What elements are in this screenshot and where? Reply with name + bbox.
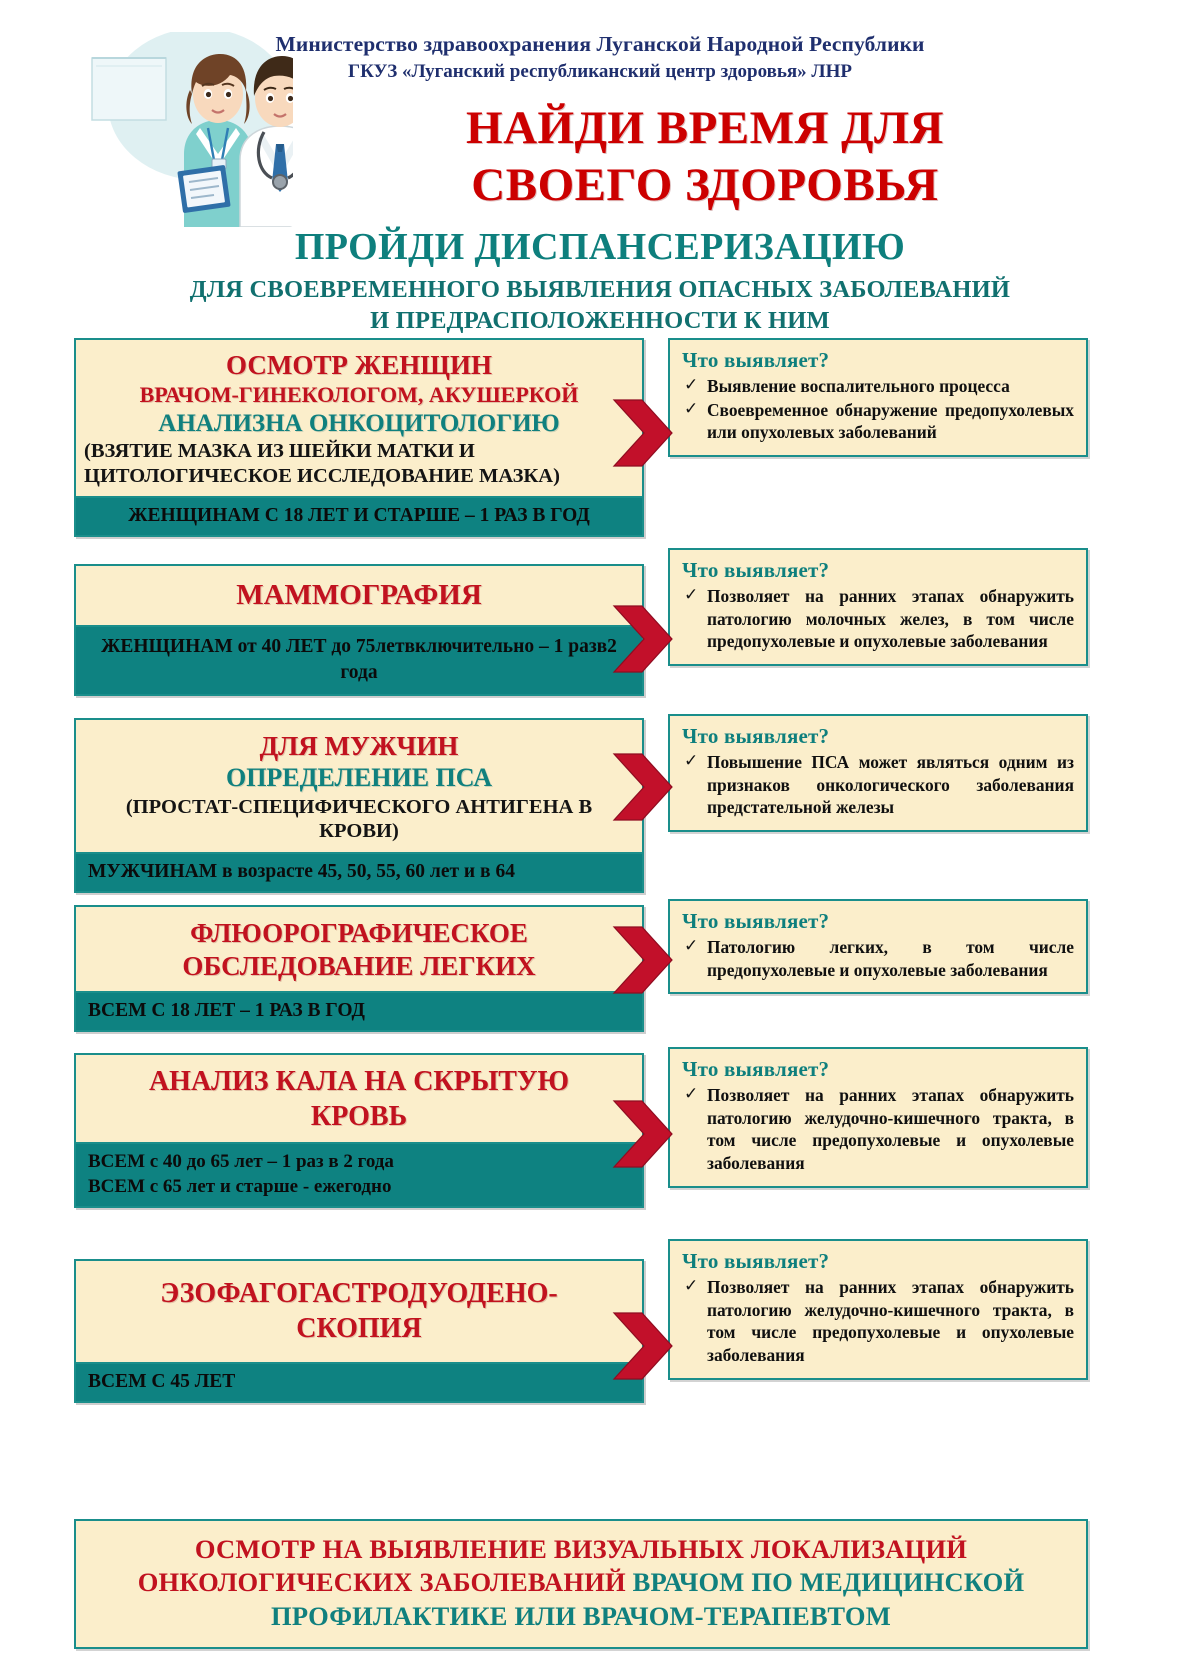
- section-title-mammography: [76, 566, 642, 625]
- poster-header: [0, 0, 1200, 335]
- title-line-red-1: ФЛЮОРОГРАФИЧЕСКОЕ: [190, 918, 528, 948]
- info-card-psa: [668, 714, 1088, 832]
- chevron-right-arrow-icon: [612, 923, 674, 997]
- bullet-text: Позволяет на ранних этапах обнаружить патологию желудочно-кишечного тракта, в том числе предопухолевые и опухолевые заболевания: [707, 1085, 1074, 1173]
- section-card-fluorography: [74, 905, 644, 1032]
- ministry-line-2: ГКУЗ «Луганский республиканский центр здоровья» ЛНР: [348, 61, 852, 83]
- list-item: [682, 1276, 1074, 1367]
- subtitle-description: [0, 274, 1200, 337]
- ministry-line-1: Министерство здравоохранения Луганской Народной Республики: [275, 32, 925, 56]
- section-card-egds: [74, 1259, 644, 1403]
- bullet-text: Выявление воспалительного процесса: [707, 376, 1010, 396]
- main-title-line-1: НАЙДИ ВРЕМЯ ДЛЯ: [466, 102, 944, 154]
- main-title-line-2: СВОЕГО ЗДОРОВЬЯ: [471, 159, 939, 212]
- section-row-mammography: [0, 542, 1200, 712]
- page-title: [250, 100, 1160, 215]
- title-line-red-1: ДЛЯ МУЖЧИН: [259, 731, 459, 761]
- check-icon: ✓: [684, 375, 699, 394]
- bullet-text: Патологию легких, в том числе предопухолевые и опухолевые заболевания: [707, 937, 1074, 980]
- list-item: [682, 936, 1074, 981]
- section-row-gynecology: [0, 334, 1200, 542]
- list-item: [682, 1084, 1074, 1175]
- section-band-mammography: ЖЕНЩИНАМ от 40 ЛЕТ до 75летвключительно – 1 разв2 года: [76, 625, 642, 695]
- section-title-fluorography: [76, 907, 642, 991]
- info-card-heading: Что выявляет?: [682, 724, 830, 748]
- section-title-psa: [76, 720, 642, 852]
- title-line-teal: ОПРЕДЕЛЕНИЕ ПСА: [225, 763, 493, 793]
- section-card-gynecology: [74, 338, 644, 537]
- check-icon: ✓: [684, 936, 699, 955]
- info-card-fluorography: [668, 899, 1088, 994]
- bullet-text: Позволяет на ранних этапах обнаружить патологию молочных желез, в том числе предопухолевые и опухолевые заболевания: [707, 586, 1074, 652]
- title-line-red-2: ВРАЧОМ-ГИНЕКОЛОГОМ, АКУШЕРКОЙ: [139, 381, 579, 407]
- title-line-black-1: (ПРОСТАТ-СПЕЦИФИЧЕСКОГО АНТИГЕНА В: [125, 795, 593, 818]
- section-row-fecal-occult-blood: [0, 1045, 1200, 1237]
- chevron-right-arrow-icon: [612, 1309, 674, 1383]
- check-icon: ✓: [684, 398, 699, 418]
- title-line-black-1: (ВЗЯТИЕ МАЗКА ИЗ ШЕЙКИ МАТКИ И: [84, 440, 475, 463]
- section-card-psa: [74, 718, 644, 893]
- check-icon: ✓: [684, 1276, 699, 1295]
- section-row-egds: [0, 1237, 1200, 1427]
- check-icon: ✓: [684, 585, 699, 604]
- title-line-red-1: МАММОГРАФИЯ: [236, 579, 482, 611]
- section-band-fluorography: ВСЕМ С 18 ЛЕТ – 1 РАЗ В ГОД: [76, 991, 642, 1030]
- section-band-psa: МУЖЧИНАМ в возрасте 45, 50, 55, 60 лет и в 64: [76, 852, 642, 891]
- info-card-egds: [668, 1239, 1088, 1380]
- bottom-banner-teal-text: ВРАЧОМ ПО МЕДИЦИНСКОЙ ПРОФИЛАКТИКЕ ИЛИ ВРАЧОМ-ТЕРАПЕВТОМ: [271, 1567, 1025, 1631]
- title-line-red-1: АНАЛИЗ КАЛА НА СКРЫТУЮ: [148, 1066, 570, 1097]
- info-card-gynecology: [668, 338, 1088, 457]
- section-band-egds: ВСЕМ С 45 ЛЕТ: [76, 1362, 642, 1401]
- ministry-heading: [0, 30, 1200, 85]
- title-line-red-2: ОБСЛЕДОВАНИЕ ЛЕГКИХ: [182, 950, 536, 981]
- chevron-right-arrow-icon: [612, 396, 674, 470]
- info-bullet-list: [682, 375, 1074, 444]
- check-icon: ✓: [684, 751, 699, 770]
- subtitle-desc-line-1: ДЛЯ СВОЕВРЕМЕННОГО ВЫЯВЛЕНИЯ ОПАСНЫХ ЗАБОЛЕВАНИЙ: [189, 276, 1011, 303]
- section-card-mammography: [74, 564, 644, 696]
- info-bullet-list: [682, 751, 1074, 819]
- title-line-red-2: СКОПИЯ: [296, 1312, 422, 1344]
- check-icon: ✓: [684, 1084, 699, 1103]
- chevron-right-arrow-icon: [612, 750, 674, 824]
- section-row-fluorography: [0, 897, 1200, 1045]
- info-card-heading: Что выявляет?: [682, 348, 830, 372]
- info-bullet-list: [682, 1084, 1074, 1175]
- info-card-mammography: [668, 548, 1088, 666]
- screening-sections: [0, 334, 1200, 1427]
- info-bullet-list: [682, 936, 1074, 981]
- bottom-banner: [74, 1519, 1088, 1649]
- section-band-fecal-2: ВСЕМ с 65 лет и старше - ежегодно: [76, 1176, 642, 1206]
- bottom-banner-red-text: ОСМОТР НА ВЫЯВЛЕНИЕ ВИЗУАЛЬНЫХ ЛОКАЛИЗАЦИЙ ОНКОЛОГИЧЕСКИХ ЗАБОЛЕВАНИЙ: [137, 1534, 968, 1598]
- info-card-heading: Что выявляет?: [682, 1249, 830, 1273]
- title-line-black-2: КРОВИ): [319, 820, 399, 843]
- info-bullet-list: [682, 585, 1074, 653]
- bullet-text: Своевременное обнаружение предопухолевых или опухолевых заболеваний: [707, 399, 1074, 443]
- info-card-heading: Что выявляет?: [682, 558, 830, 582]
- bullet-text: Повышение ПСА может являться одним из признаков онкологического заболевания предстательной железы: [707, 752, 1074, 818]
- list-item: [682, 399, 1074, 444]
- section-title-egds: [76, 1261, 642, 1362]
- list-item: [682, 375, 1074, 398]
- list-item: [682, 751, 1074, 819]
- section-row-psa: [0, 712, 1200, 897]
- subtitle-desc-line-2: И ПРЕДРАСПОЛОЖЕННОСТИ К НИМ: [370, 307, 830, 335]
- section-band-gynecology: ЖЕНЩИНАМ С 18 ЛЕТ И СТАРШЕ – 1 РАЗ В ГОД: [76, 496, 642, 535]
- title-line-red-1: ЭЗОФАГОГАСТРОДУОДЕНО-: [160, 1278, 558, 1309]
- section-title-fecal-occult-blood: [76, 1055, 642, 1142]
- info-card-heading: Что выявляет?: [682, 909, 830, 933]
- section-card-fecal-occult-blood: [74, 1053, 644, 1208]
- info-bullet-list: [682, 1276, 1074, 1367]
- info-card-heading: Что выявляет?: [682, 1057, 830, 1081]
- title-line-red-2: КРОВЬ: [310, 1100, 408, 1132]
- subtitle: ПРОЙДИ ДИСПАНСЕРИЗАЦИЮ: [294, 226, 906, 268]
- chevron-right-arrow-icon: [612, 1097, 674, 1171]
- title-line-teal: АНАЛИЗНА ОНКОЦИТОЛОГИЮ: [158, 410, 560, 438]
- chevron-right-arrow-icon: [612, 602, 674, 676]
- section-title-gynecology: [76, 340, 642, 496]
- title-line-black-2: ЦИТОЛОГИЧЕСКОЕ ИССЛЕДОВАНИЕ МАЗКА): [84, 464, 560, 487]
- bullet-text: Позволяет на ранних этапах обнаружить патологию желудочно-кишечного тракта, в том числе предопухолевые и опухолевые заболевания: [707, 1277, 1074, 1365]
- info-card-fecal-occult-blood: [668, 1047, 1088, 1188]
- list-item: [682, 585, 1074, 653]
- section-band-fecal-1: ВСЕМ с 40 до 65 лет – 1 раз в 2 года: [76, 1142, 642, 1176]
- title-line-red-1: ОСМОТР ЖЕНЩИН: [226, 350, 492, 380]
